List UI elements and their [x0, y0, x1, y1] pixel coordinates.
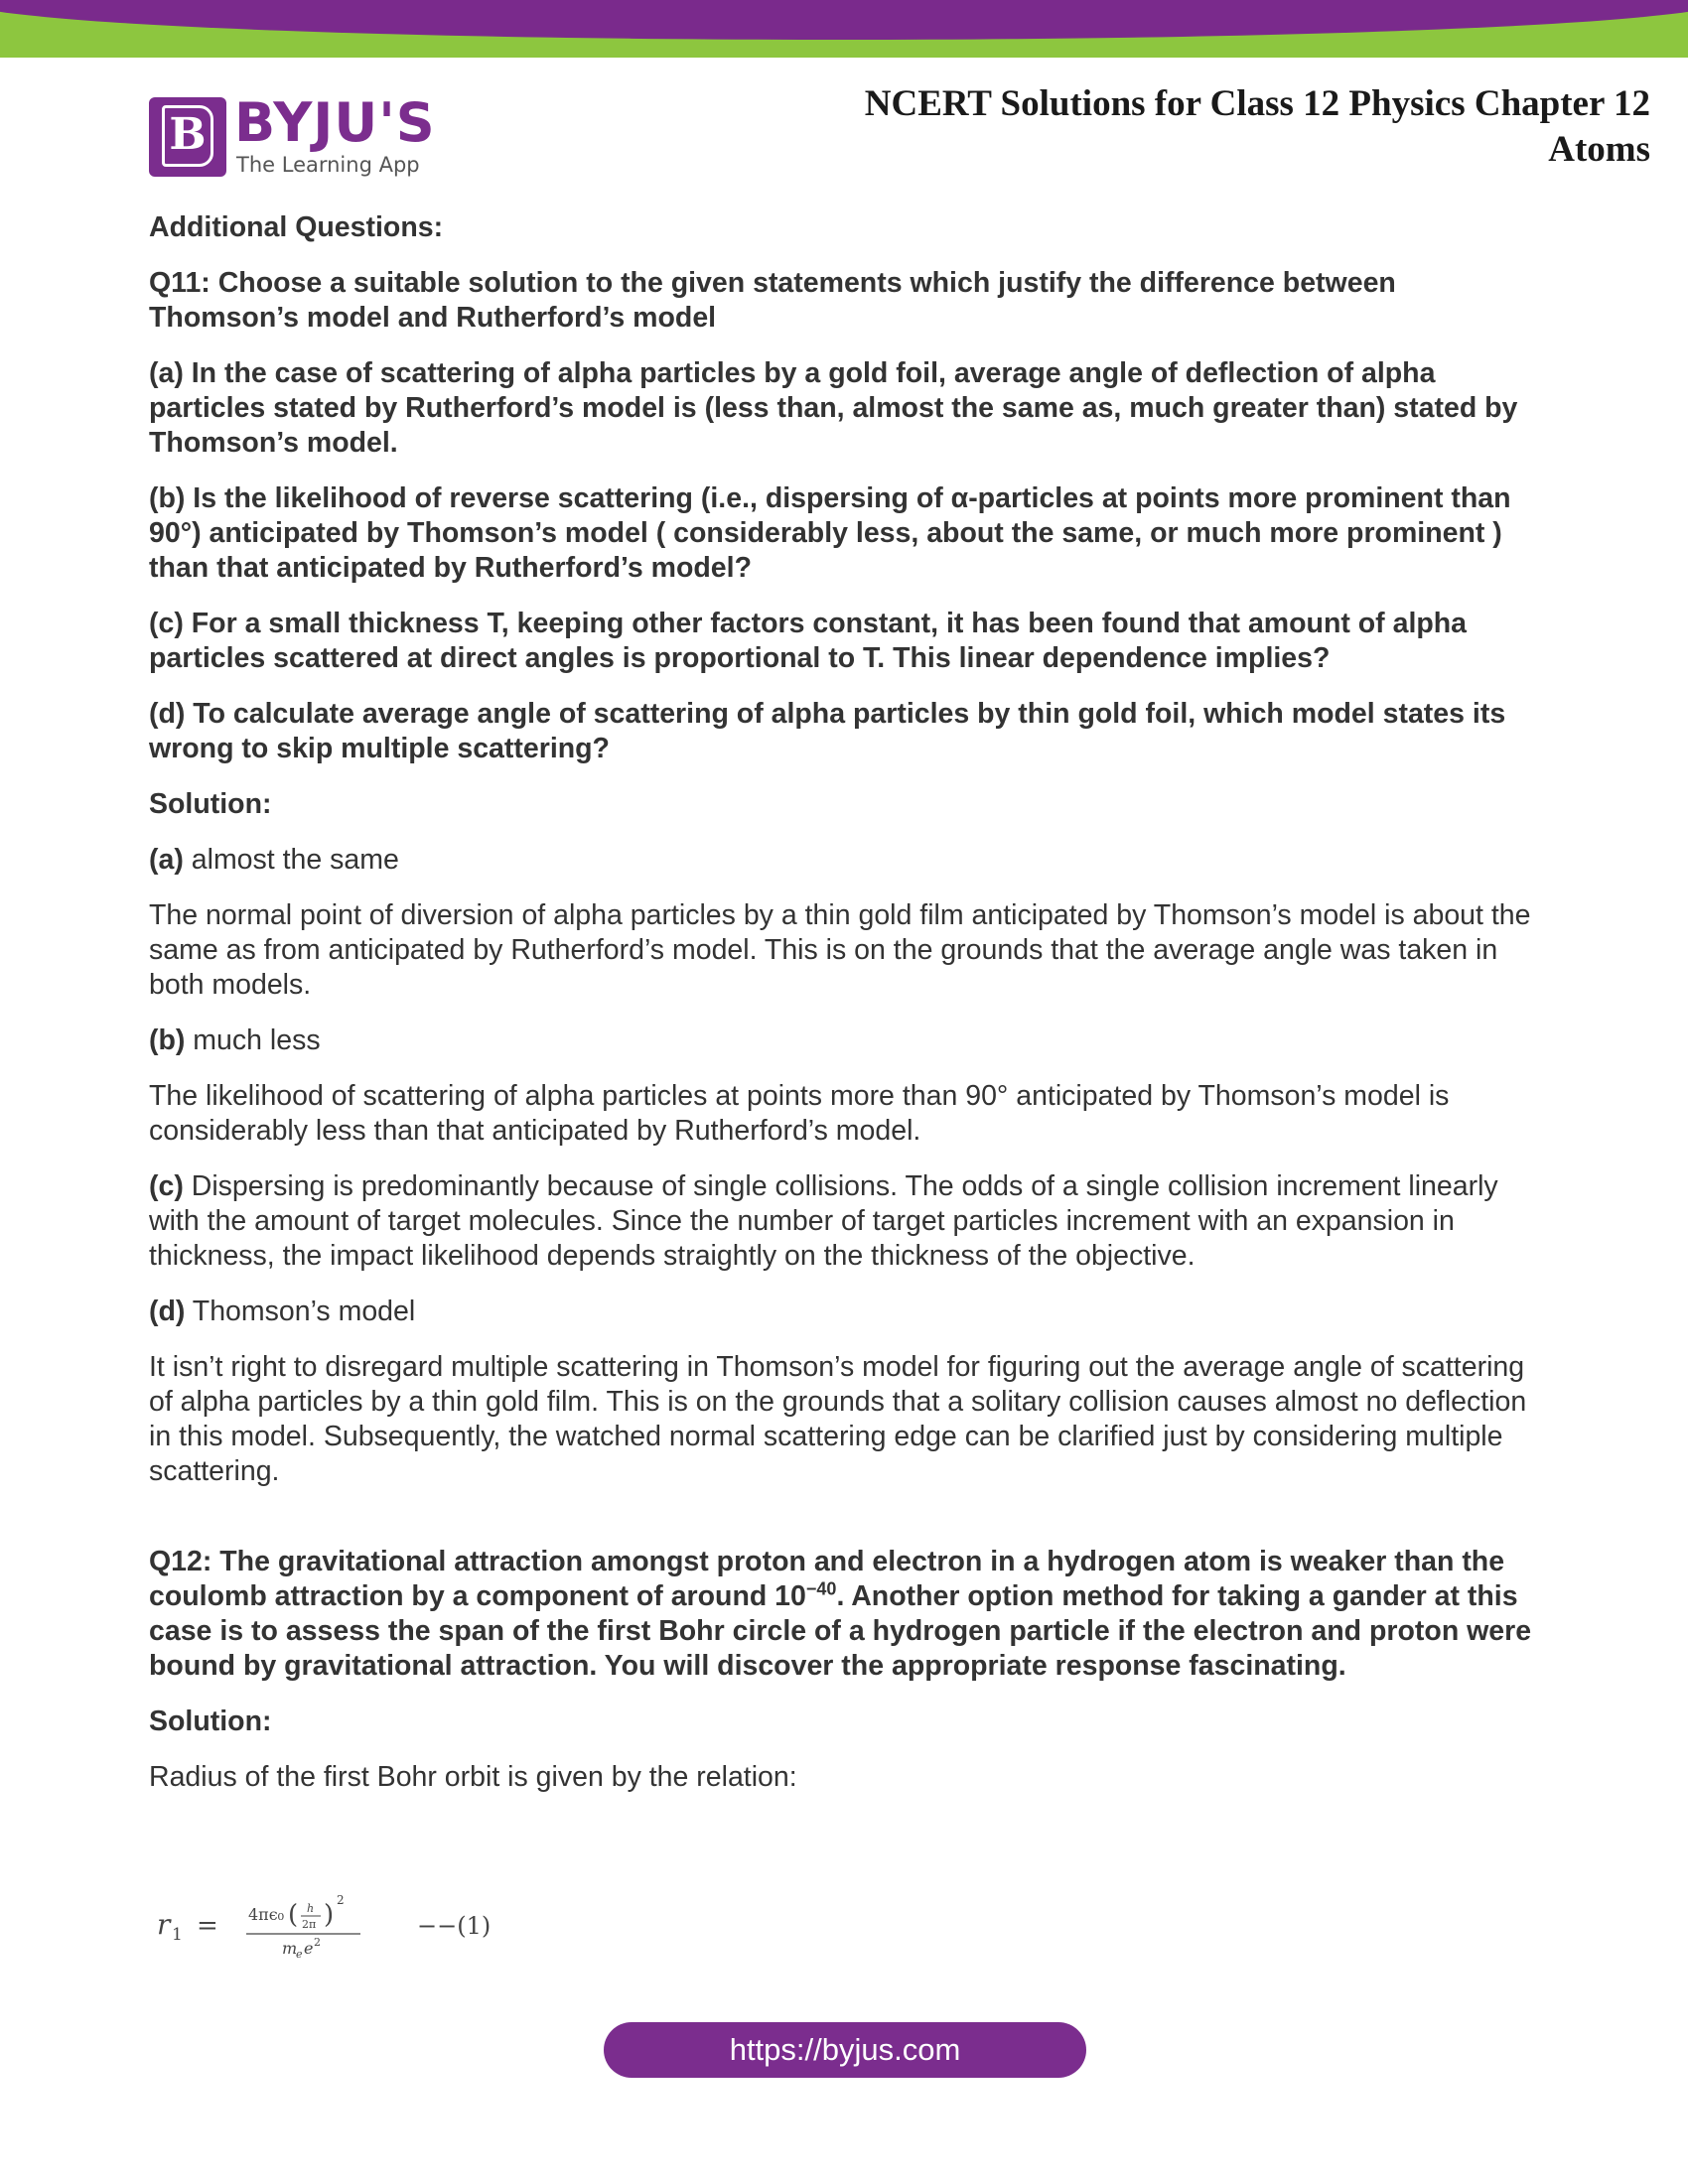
formula-h: h [307, 1902, 315, 1915]
footer-url-link[interactable]: https://byjus.com [604, 2022, 1086, 2078]
q11-answer-c [149, 1169, 1539, 1274]
formula-denominator: m [282, 1939, 298, 1958]
q11-answer-b-explanation: The likelihood of scattering of alpha particles at points more than 90° anticipated by Thomson’s model is considerably less than that anticipated by Rutherford’s model. [149, 1080, 1450, 1147]
q12-exponent: −40 [805, 1578, 837, 1599]
formula-reference: −−(1) [417, 1912, 492, 1940]
formula-denominator-sub: e [296, 1948, 303, 1961]
formula-2pi: 2π [302, 1918, 317, 1931]
bohr-radius-formula [157, 1886, 554, 1966]
answer-c-explanation: Dispersing is predominantly because of single collisions. The odds of a single collision increment linearly with the amount of target molecules. Since the number of target particles increment with an expansion in thickness, the impact likelihood depends straightly on the thickness of the objective. [149, 1170, 1498, 1272]
formula-equals: = [197, 1911, 218, 1941]
q11-answer-a-explanation: The normal point of diversion of alpha particles by a thin gold film anticipated by Thomson’s model is about the same as from anticipated by Rutherford’s model. This is on the grounds that the average angle was taken in both models. [149, 899, 1531, 1001]
svg-text:): ) [324, 1900, 335, 1930]
answer-d-value: Thomson’s model [185, 1296, 416, 1327]
logo-letter: B [162, 105, 213, 167]
q11-answer-d-explanation: It isn’t right to disregard multiple scattering in Thomson’s model for figuring out the average angle of scattering of alpha particles by a thin gold film. This is on the grounds that a solitary collision causes almost no deflection in this model. Subsequently, the watched normal scattering edge can be clarified just by considering multiple scattering. [149, 1351, 1527, 1487]
q11-question: Q11: Choose a suitable solution to the given statements which justify the difference between Thomson’s model and Rutherford’s model [149, 267, 1396, 334]
q12-solution-label: Solution: [149, 1706, 272, 1737]
answer-c-label: (c) [149, 1170, 184, 1202]
page-title-line1: NCERT Solutions for Class 12 Physics Chapter 12 [864, 83, 1650, 124]
logo-name: BYJU'S [234, 91, 436, 154]
q12-question-part1: Q12: The gravitational attraction amongst proton and electron in a hydrogen atom is weaker than the coulomb attraction by a component of around 10 [149, 1546, 1505, 1612]
section-title: Additional Questions: [149, 211, 444, 243]
q11-part-c: (c) For a small thickness T, keeping other factors constant, it has been found that amount of alpha particles scattered at direct angles is proportional to T. This linear dependence implies? [149, 608, 1468, 674]
formula-denominator-e: e [304, 1939, 314, 1958]
q11-answer-b [149, 1024, 1539, 1058]
formula-denominator-pow: 2 [314, 1936, 321, 1949]
q11-part-a: (a) In the case of scattering of alpha particles by a gold foil, average angle of deflection of alpha particles stated by Rutherford’s model is (less than, almost the same as, much greater than) stated by Thomson’s model. [149, 357, 1518, 459]
q11-answer-a [149, 843, 1539, 878]
q11-answer-d [149, 1295, 1539, 1329]
logo-tagline: The Learning App [236, 153, 420, 177]
formula-lhs-sub: 1 [172, 1925, 183, 1945]
answer-b-label: (b) [149, 1024, 186, 1056]
q12-question-part2: . Another option method for taking a gander at this case is to assess the span of the first Bohr circle of a hydrogen particle if the electron and proton were bound by gravitational attraction. You will discover the appropriate response fascinating. [149, 1580, 1532, 1682]
q12-question [149, 1545, 1539, 1684]
q11-part-d: (d) To calculate average angle of scattering of alpha particles by thin gold foil, which model states its wrong to skip multiple scattering? [149, 698, 1506, 764]
logo-icon [149, 97, 226, 177]
document-body [149, 210, 1539, 1795]
page-title-line2: Atoms [1548, 129, 1650, 170]
top-decorative-bar [0, 0, 1688, 58]
formula-power: 2 [337, 1893, 345, 1907]
q11-solution-label: Solution: [149, 788, 272, 820]
answer-a-label: (a) [149, 844, 184, 876]
page-title [757, 81, 1650, 173]
formula-numerator: 4πϵ₀ [248, 1905, 285, 1924]
q11-part-b: (b) Is the likelihood of reverse scattering (i.e., dispersing of α-particles at points more prominent than 90°) anticipated by Thomson’s model ( considerably less, about the same, or much more prominent ) than that anticipated by Rutherford’s model? [149, 482, 1511, 584]
answer-b-value: much less [185, 1024, 321, 1056]
formula-lhs: r [157, 1908, 171, 1941]
svg-text:(: ( [288, 1900, 299, 1930]
answer-d-label: (d) [149, 1296, 186, 1327]
answer-a-value: almost the same [183, 844, 399, 876]
byjus-logo[interactable] [149, 91, 447, 179]
q12-solution-intro: Radius of the first Bohr orbit is given by the relation: [149, 1761, 797, 1793]
